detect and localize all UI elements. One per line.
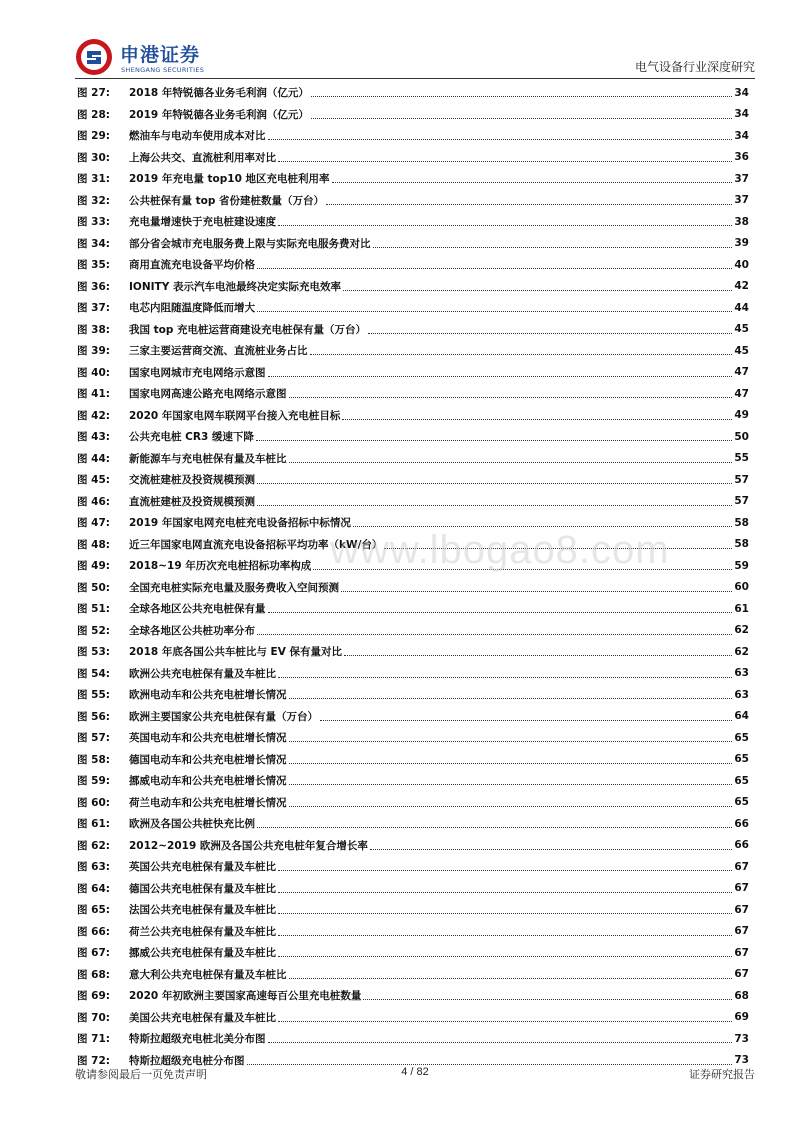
toc-entry[interactable] xyxy=(77,899,749,921)
toc-figure-title: 国家电网高速公路充电网络示意图 xyxy=(129,388,287,401)
toc-figure-number: 图 70: xyxy=(77,1011,110,1024)
toc-figure-number: 图 49: xyxy=(77,560,110,573)
watermark: www.lbogao8.com xyxy=(330,528,670,572)
toc-leader-dots xyxy=(257,311,732,312)
toc-entry[interactable] xyxy=(77,856,749,878)
toc-leader-dots xyxy=(278,892,732,893)
document-type-label: 证券研究报告 xyxy=(689,1068,755,1081)
toc-page-number: 67 xyxy=(734,860,749,873)
toc-figure-title: 上海公共交、直流桩利用率对比 xyxy=(129,151,276,164)
brand-name: 申港证券 xyxy=(120,44,201,66)
toc-figure-number: 图 34: xyxy=(77,237,110,250)
toc-page-number: 50 xyxy=(734,430,749,443)
toc-page-number: 66 xyxy=(734,839,749,852)
toc-page-number: 49 xyxy=(734,409,749,422)
toc-leader-dots xyxy=(268,139,733,140)
toc-figure-title: 全球各地区公共桩功率分布 xyxy=(129,624,255,637)
toc-figure-number: 图 50: xyxy=(77,581,110,594)
toc-entry[interactable] xyxy=(77,921,749,943)
toc-figure-number: 图 71: xyxy=(77,1033,110,1046)
toc-figure-title: 特斯拉超级充电桩北美分布图 xyxy=(129,1033,266,1046)
toc-figure-title: 近三年国家电网直流充电设备招标平均功率（kW/台） xyxy=(129,538,383,551)
toc-page-number: 44 xyxy=(734,301,749,314)
toc-figure-title: 欧洲电动车和公共充电桩增长情况 xyxy=(129,689,287,702)
toc-page-number: 47 xyxy=(734,387,749,400)
toc-figure-number: 图 32: xyxy=(77,194,110,207)
toc-figure-number: 图 36: xyxy=(77,280,110,293)
toc-figure-title: 燃油车与电动车使用成本对比 xyxy=(129,130,266,143)
toc-leader-dots xyxy=(257,505,732,506)
header-divider xyxy=(75,78,755,79)
toc-page-number: 64 xyxy=(734,710,749,723)
toc-leader-dots xyxy=(289,397,733,398)
toc-entry[interactable] xyxy=(77,942,749,964)
toc-figure-number: 图 31: xyxy=(77,173,110,186)
toc-entry[interactable] xyxy=(77,577,749,599)
toc-figure-title: 2020 年初欧洲主要国家高速每百公里充电桩数量 xyxy=(129,990,362,1003)
toc-leader-dots xyxy=(278,1021,732,1022)
toc-figure-number: 图 61: xyxy=(77,818,110,831)
toc-page-number: 69 xyxy=(734,1011,749,1024)
toc-page-number: 67 xyxy=(734,968,749,981)
toc-figure-title: 充电量增速快于充电桩建设速度 xyxy=(129,216,276,229)
toc-page-number: 65 xyxy=(734,796,749,809)
toc-page-number: 62 xyxy=(734,624,749,637)
toc-entry[interactable] xyxy=(77,362,749,384)
toc-page-number: 34 xyxy=(734,86,749,99)
toc-figure-title: 2012~2019 欧洲及各国公共充电桩年复合增长率 xyxy=(129,839,368,852)
toc-leader-dots xyxy=(278,956,732,957)
toc-leader-dots xyxy=(289,806,733,807)
toc-page-number: 34 xyxy=(734,108,749,121)
toc-entry[interactable] xyxy=(77,82,749,104)
toc-leader-dots xyxy=(343,290,732,291)
toc-figure-number: 图 47: xyxy=(77,517,110,530)
toc-figure-number: 图 55: xyxy=(77,689,110,702)
toc-figure-number: 图 53: xyxy=(77,646,110,659)
toc-entry[interactable] xyxy=(77,706,749,728)
toc-page-number: 45 xyxy=(734,323,749,336)
toc-figure-title: 部分省会城市充电服务费上限与实际充电服务费对比 xyxy=(129,237,371,250)
toc-entry[interactable] xyxy=(77,168,749,190)
toc-figure-title: 2019 年特锐德各业务毛利润（亿元） xyxy=(129,108,309,121)
toc-leader-dots xyxy=(370,849,732,850)
toc-figure-number: 图 56: xyxy=(77,710,110,723)
toc-page-number: 57 xyxy=(734,495,749,508)
toc-leader-dots xyxy=(289,763,733,764)
toc-page-number: 67 xyxy=(734,925,749,938)
toc-leader-dots xyxy=(278,161,732,162)
toc-page-number: 66 xyxy=(734,817,749,830)
toc-entry[interactable] xyxy=(77,749,749,771)
toc-leader-dots xyxy=(257,634,732,635)
toc-figure-number: 图 65: xyxy=(77,904,110,917)
toc-figure-number: 图 40: xyxy=(77,366,110,379)
toc-figure-number: 图 51: xyxy=(77,603,110,616)
toc-leader-dots xyxy=(289,784,733,785)
toc-leader-dots xyxy=(289,978,733,979)
toc-entry[interactable] xyxy=(77,340,749,362)
toc-figure-title: 2018~19 年历次充电桩招标功率构成 xyxy=(129,560,312,573)
toc-entry[interactable] xyxy=(77,878,749,900)
toc-figure-title: 直流桩建桩及投资规模预测 xyxy=(129,495,255,508)
toc-entry[interactable] xyxy=(77,663,749,685)
toc-figure-number: 图 62: xyxy=(77,839,110,852)
toc-leader-dots xyxy=(278,870,732,871)
toc-leader-dots xyxy=(332,182,733,183)
toc-figure-title: 英国电动车和公共充电桩增长情况 xyxy=(129,732,287,745)
toc-page-number: 37 xyxy=(734,172,749,185)
toc-entry[interactable] xyxy=(77,684,749,706)
disclaimer-note: 敬请参阅最后一页免责声明 xyxy=(75,1068,207,1081)
toc-page-number: 42 xyxy=(734,280,749,293)
toc-page-number: 57 xyxy=(734,473,749,486)
toc-entry[interactable] xyxy=(77,1007,749,1029)
toc-page-number: 65 xyxy=(734,753,749,766)
toc-leader-dots xyxy=(363,999,732,1000)
toc-page-number: 67 xyxy=(734,946,749,959)
toc-entry[interactable] xyxy=(77,448,749,470)
toc-page-number: 65 xyxy=(734,731,749,744)
toc-entry[interactable] xyxy=(77,147,749,169)
toc-leader-dots xyxy=(373,247,733,248)
toc-page-number: 45 xyxy=(734,344,749,357)
toc-page-number: 63 xyxy=(734,688,749,701)
toc-figure-title: 德国公共充电桩保有量及车桩比 xyxy=(129,882,276,895)
toc-entry[interactable] xyxy=(77,211,749,233)
toc-entry[interactable] xyxy=(77,233,749,255)
toc-figure-number: 图 68: xyxy=(77,968,110,981)
toc-figure-number: 图 57: xyxy=(77,732,110,745)
toc-entry[interactable] xyxy=(77,835,749,857)
toc-figure-title: 三家主要运营商交流、直流桩业务占比 xyxy=(129,345,308,358)
toc-page-number: 58 xyxy=(734,538,749,551)
toc-page-number: 61 xyxy=(734,602,749,615)
toc-page-number: 65 xyxy=(734,774,749,787)
toc-leader-dots xyxy=(256,440,732,441)
toc-entry[interactable] xyxy=(77,727,749,749)
toc-figure-title: 2018 年特锐德各业务毛利润（亿元） xyxy=(129,87,309,100)
toc-leader-dots xyxy=(342,419,732,420)
toc-page-number: 40 xyxy=(734,258,749,271)
report-type-label: 电气设备行业深度研究 xyxy=(634,60,755,74)
toc-page-number: 34 xyxy=(734,129,749,142)
toc-page-number: 58 xyxy=(734,516,749,529)
toc-figure-number: 图 27: xyxy=(77,87,110,100)
toc-figure-number: 图 64: xyxy=(77,882,110,895)
toc-figure-title: 我国 top 充电桩运营商建设充电桩保有量（万台） xyxy=(129,323,367,336)
toc-page-number: 60 xyxy=(734,581,749,594)
toc-figure-title: 新能源车与充电桩保有量及车桩比 xyxy=(129,452,287,465)
toc-leader-dots xyxy=(257,483,732,484)
toc-entry[interactable] xyxy=(77,641,749,663)
toc-leader-dots xyxy=(257,827,732,828)
toc-leader-dots xyxy=(257,268,732,269)
toc-leader-dots xyxy=(344,655,732,656)
toc-entry[interactable] xyxy=(77,319,749,341)
toc-figure-number: 图 29: xyxy=(77,130,110,143)
toc-figure-number: 图 44: xyxy=(77,452,110,465)
toc-figure-title: 荷兰公共充电桩保有量及车桩比 xyxy=(129,925,276,938)
toc-figure-title: 德国电动车和公共充电桩增长情况 xyxy=(129,753,287,766)
toc-figure-title: 2019 年国家电网充电桩充电设备招标中标情况 xyxy=(129,517,351,530)
toc-figure-title: 交流桩建桩及投资规模预测 xyxy=(129,474,255,487)
page-number: 4 / 82 xyxy=(401,1066,429,1078)
toc-figure-title: 全球各地区公共充电桩保有量 xyxy=(129,603,266,616)
toc-figure-title: 英国公共充电桩保有量及车桩比 xyxy=(129,861,276,874)
toc-entry[interactable] xyxy=(77,254,749,276)
toc-figure-number: 图 63: xyxy=(77,861,110,874)
page-header xyxy=(75,36,755,78)
toc-figure-number: 图 42: xyxy=(77,409,110,422)
toc-leader-dots xyxy=(320,720,732,721)
toc-figure-number: 图 46: xyxy=(77,495,110,508)
toc-figure-title: 2018 年底各国公共车桩比与 EV 保有量对比 xyxy=(129,646,342,659)
toc-entry[interactable] xyxy=(77,276,749,298)
toc-entry[interactable] xyxy=(77,297,749,319)
toc-leader-dots xyxy=(311,96,732,97)
toc-figure-number: 图 60: xyxy=(77,796,110,809)
toc-figure-number: 图 38: xyxy=(77,323,110,336)
toc-figure-number: 图 33: xyxy=(77,216,110,229)
toc-figure-title: 法国公共充电桩保有量及车桩比 xyxy=(129,904,276,917)
toc-leader-dots xyxy=(268,612,733,613)
toc-figure-number: 图 72: xyxy=(77,1054,110,1067)
toc-entry[interactable] xyxy=(77,104,749,126)
toc-entry[interactable] xyxy=(77,792,749,814)
toc-entry[interactable] xyxy=(77,469,749,491)
toc-figure-number: 图 48: xyxy=(77,538,110,551)
toc-leader-dots xyxy=(247,1064,733,1065)
toc-figure-title: 欧洲主要国家公共充电桩保有量（万台） xyxy=(129,710,318,723)
toc-figure-title: 欧洲公共充电桩保有量及车桩比 xyxy=(129,667,276,680)
toc-entry[interactable] xyxy=(77,125,749,147)
toc-page-number: 67 xyxy=(734,903,749,916)
toc-figure-number: 图 37: xyxy=(77,302,110,315)
toc-figure-title: 电芯内阻随温度降低而增大 xyxy=(129,302,255,315)
toc-leader-dots xyxy=(278,935,732,936)
toc-leader-dots xyxy=(326,204,732,205)
toc-figure-number: 图 43: xyxy=(77,431,110,444)
toc-leader-dots xyxy=(289,462,733,463)
shengang-logo-icon xyxy=(75,38,113,76)
toc-leader-dots xyxy=(278,677,732,678)
toc-page-number: 37 xyxy=(734,194,749,207)
toc-entry[interactable] xyxy=(77,426,749,448)
toc-leader-dots xyxy=(289,741,733,742)
toc-leader-dots xyxy=(341,591,732,592)
toc-leader-dots xyxy=(278,913,732,914)
toc-entry[interactable] xyxy=(77,598,749,620)
toc-page-number: 47 xyxy=(734,366,749,379)
toc-entry[interactable] xyxy=(77,383,749,405)
toc-page-number: 73 xyxy=(734,1054,749,1067)
toc-figure-number: 图 39: xyxy=(77,345,110,358)
toc-page-number: 38 xyxy=(734,215,749,228)
page-footer xyxy=(75,1066,755,1082)
toc-figure-title: 公共桩保有量 top 省份建桩数量（万台） xyxy=(129,194,325,207)
toc-entry[interactable] xyxy=(77,190,749,212)
toc-page-number: 55 xyxy=(734,452,749,465)
toc-figure-title: 2020 年国家电网车联网平台接入充电桩目标 xyxy=(129,409,341,422)
toc-leader-dots xyxy=(289,698,733,699)
figure-index-list xyxy=(77,82,749,1071)
toc-figure-title: 2019 年充电量 top10 地区充电桩利用率 xyxy=(129,173,330,186)
toc-entry[interactable] xyxy=(77,770,749,792)
toc-entry[interactable] xyxy=(77,985,749,1007)
toc-figure-number: 图 30: xyxy=(77,151,110,164)
toc-leader-dots xyxy=(268,376,733,377)
toc-page-number: 63 xyxy=(734,667,749,680)
toc-page-number: 62 xyxy=(734,645,749,658)
toc-page-number: 36 xyxy=(734,151,749,164)
toc-entry[interactable] xyxy=(77,964,749,986)
toc-figure-title: 全国充电桩实际充电量及服务费收入空间预测 xyxy=(129,581,339,594)
toc-figure-number: 图 28: xyxy=(77,108,110,121)
brand-name-english: SHENGANG SECURITIES xyxy=(121,66,205,74)
toc-figure-title: 商用直流充电设备平均价格 xyxy=(129,259,255,272)
toc-figure-title: 挪威电动车和公共充电桩增长情况 xyxy=(129,775,287,788)
toc-figure-title: 美国公共充电桩保有量及车桩比 xyxy=(129,1011,276,1024)
toc-figure-number: 图 69: xyxy=(77,990,110,1003)
toc-entry[interactable] xyxy=(77,405,749,427)
toc-entry[interactable] xyxy=(77,620,749,642)
toc-figure-number: 图 66: xyxy=(77,925,110,938)
toc-figure-number: 图 52: xyxy=(77,624,110,637)
toc-figure-title: 公共充电桩 CR3 缓速下降 xyxy=(129,431,254,444)
toc-figure-title: 意大利公共充电桩保有量及车桩比 xyxy=(129,968,287,981)
toc-leader-dots xyxy=(368,333,732,334)
toc-page-number: 68 xyxy=(734,989,749,1002)
toc-figure-title: IONITY 表示汽车电池最终决定实际充电效率 xyxy=(129,280,341,293)
toc-leader-dots xyxy=(278,225,732,226)
toc-leader-dots xyxy=(310,354,733,355)
toc-figure-number: 图 35: xyxy=(77,259,110,272)
toc-entry[interactable] xyxy=(77,491,749,513)
toc-figure-title: 挪威公共充电桩保有量及车桩比 xyxy=(129,947,276,960)
toc-page-number: 67 xyxy=(734,882,749,895)
toc-page-number: 73 xyxy=(734,1032,749,1045)
toc-figure-number: 图 58: xyxy=(77,753,110,766)
toc-figure-number: 图 45: xyxy=(77,474,110,487)
toc-figure-number: 图 41: xyxy=(77,388,110,401)
toc-figure-title: 国家电网城市充电网络示意图 xyxy=(129,366,266,379)
toc-figure-number: 图 67: xyxy=(77,947,110,960)
toc-figure-title: 特斯拉超级充电桩分布图 xyxy=(129,1054,245,1067)
toc-figure-number: 图 54: xyxy=(77,667,110,680)
toc-figure-title: 荷兰电动车和公共充电桩增长情况 xyxy=(129,796,287,809)
toc-leader-dots xyxy=(311,118,732,119)
toc-page-number: 39 xyxy=(734,237,749,250)
toc-entry[interactable] xyxy=(77,813,749,835)
toc-leader-dots xyxy=(268,1042,733,1043)
toc-page-number: 59 xyxy=(734,559,749,572)
toc-figure-title: 欧洲及各国公共桩快充比例 xyxy=(129,818,255,831)
toc-entry[interactable] xyxy=(77,1028,749,1050)
toc-figure-number: 图 59: xyxy=(77,775,110,788)
